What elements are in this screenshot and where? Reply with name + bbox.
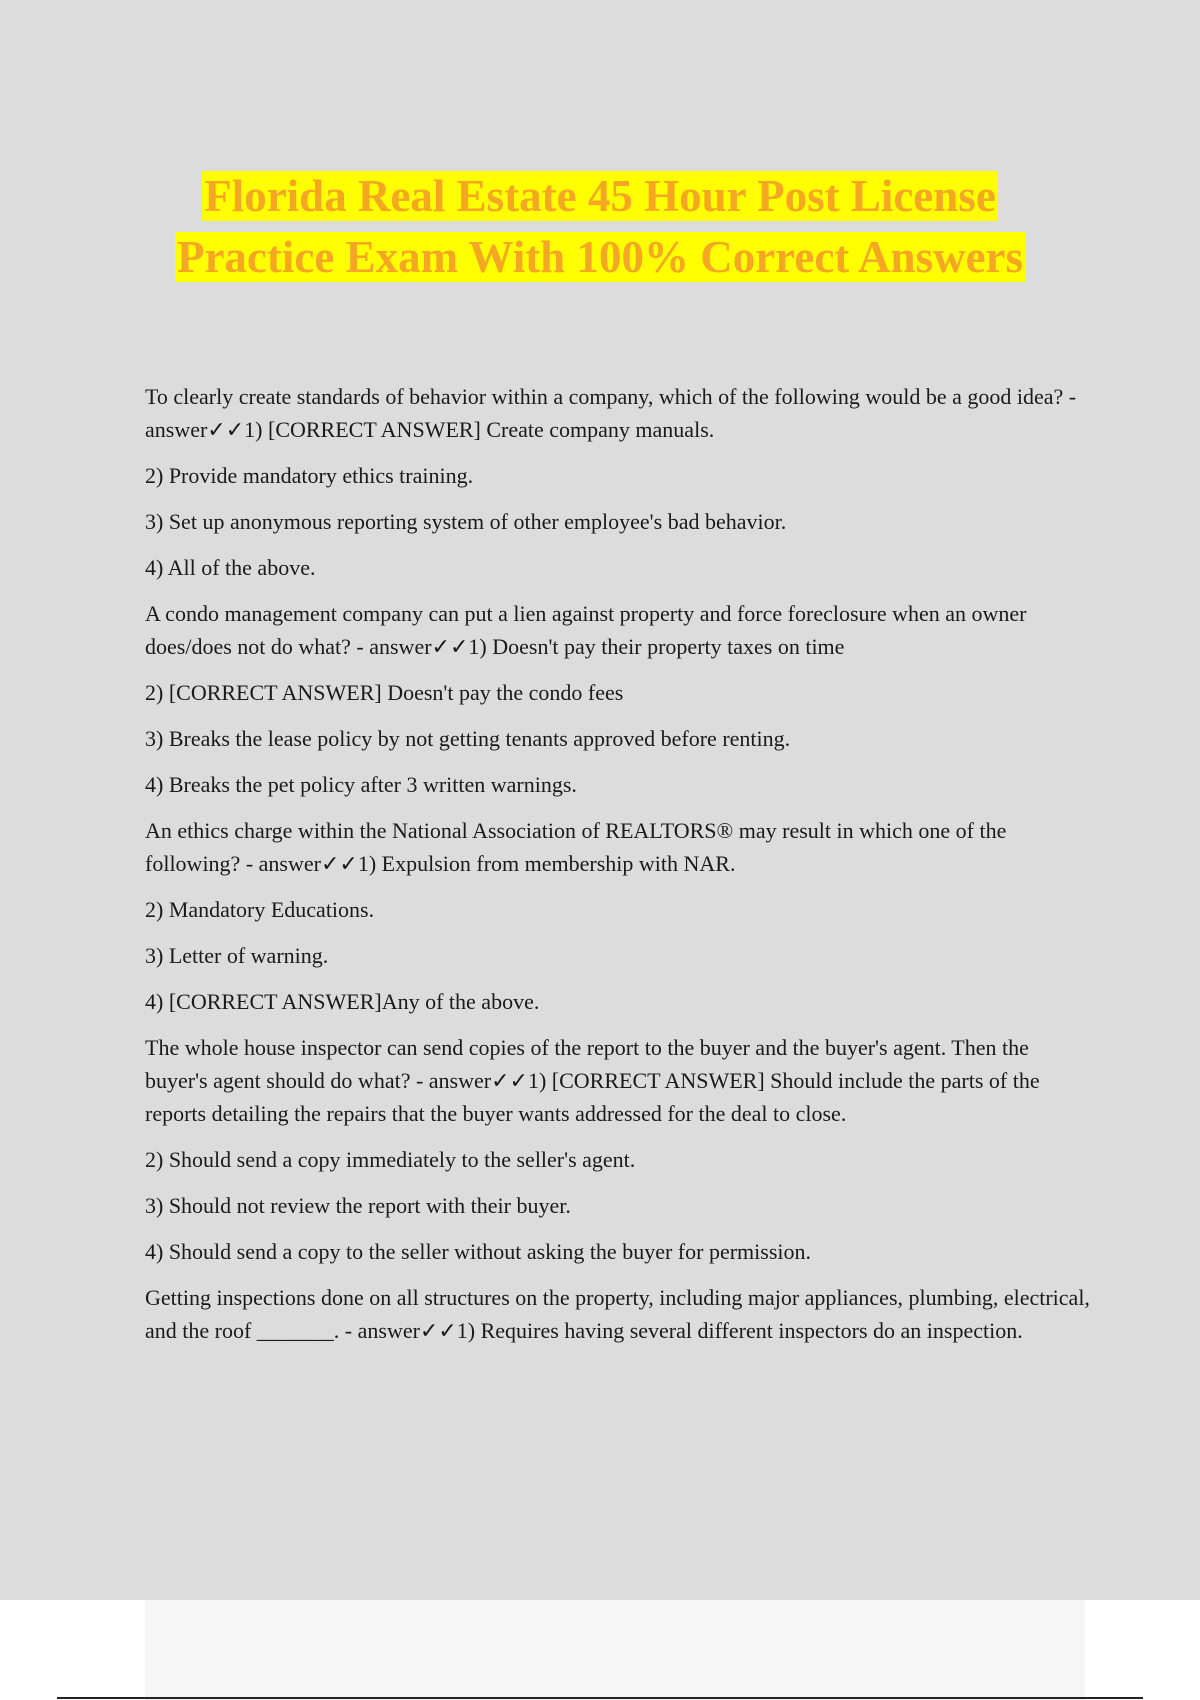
title-line-2: Practice Exam With 100% Correct Answers [176, 232, 1024, 282]
document-title [0, 166, 1200, 288]
question-2-option-3: 3) Breaks the lease policy by not getting tenants approved before renting. [145, 726, 791, 751]
question-1: To clearly create standards of behavior within a company, which of the following would be a good idea? - answer✓✓1) [CORRECT ANSWER] Create company manuals. [145, 384, 1077, 442]
exam-content [145, 380, 1090, 1360]
question-1-option-2: 2) Provide mandatory ethics training. [145, 463, 474, 488]
title-line-1: Florida Real Estate 45 Hour Post License [204, 171, 996, 221]
page-divider [57, 1697, 1143, 1699]
next-page-preview [145, 1600, 1085, 1700]
question-3-option-3: 3) Letter of warning. [145, 943, 329, 968]
question-3-option-4: 4) [CORRECT ANSWER]Any of the above. [145, 989, 540, 1014]
question-1-option-3: 3) Set up anonymous reporting system of other employee's bad behavior. [145, 509, 787, 534]
question-2-option-4: 4) Breaks the pet policy after 3 written warnings. [145, 772, 577, 797]
question-4-option-4: 4) Should send a copy to the seller without asking the buyer for permission. [145, 1239, 811, 1264]
question-2-option-2: 2) [CORRECT ANSWER] Doesn't pay the condo fees [145, 680, 624, 705]
question-3-option-2: 2) Mandatory Educations. [145, 897, 375, 922]
question-4-option-3: 3) Should not review the report with their buyer. [145, 1193, 571, 1218]
question-1-option-4: 4) All of the above. [145, 555, 316, 580]
question-4-option-2: 2) Should send a copy immediately to the seller's agent. [145, 1147, 636, 1172]
question-4: The whole house inspector can send copies of the report to the buyer and the buyer's agent. Then the buyer's agent should do what? - answer✓✓1) [CORRECT ANSWER] Should include the parts of the reports detailing the repairs that the buyer wants addressed for the deal to close. [145, 1035, 1040, 1126]
question-5: Getting inspections done on all structures on the property, including major appliances, plumbing, electrical, and the roof _______. - answer✓✓1) Requires having several different inspectors do an inspection. [145, 1285, 1090, 1343]
question-2: A condo management company can put a lien against property and force foreclosure when an owner does/does not do what? - answer✓✓1) Doesn't pay their property taxes on time [145, 601, 1027, 659]
question-3: An ethics charge within the National Association of REALTORS® may result in which one of the following? - answer✓✓1) Expulsion from membership with NAR. [145, 818, 1007, 876]
